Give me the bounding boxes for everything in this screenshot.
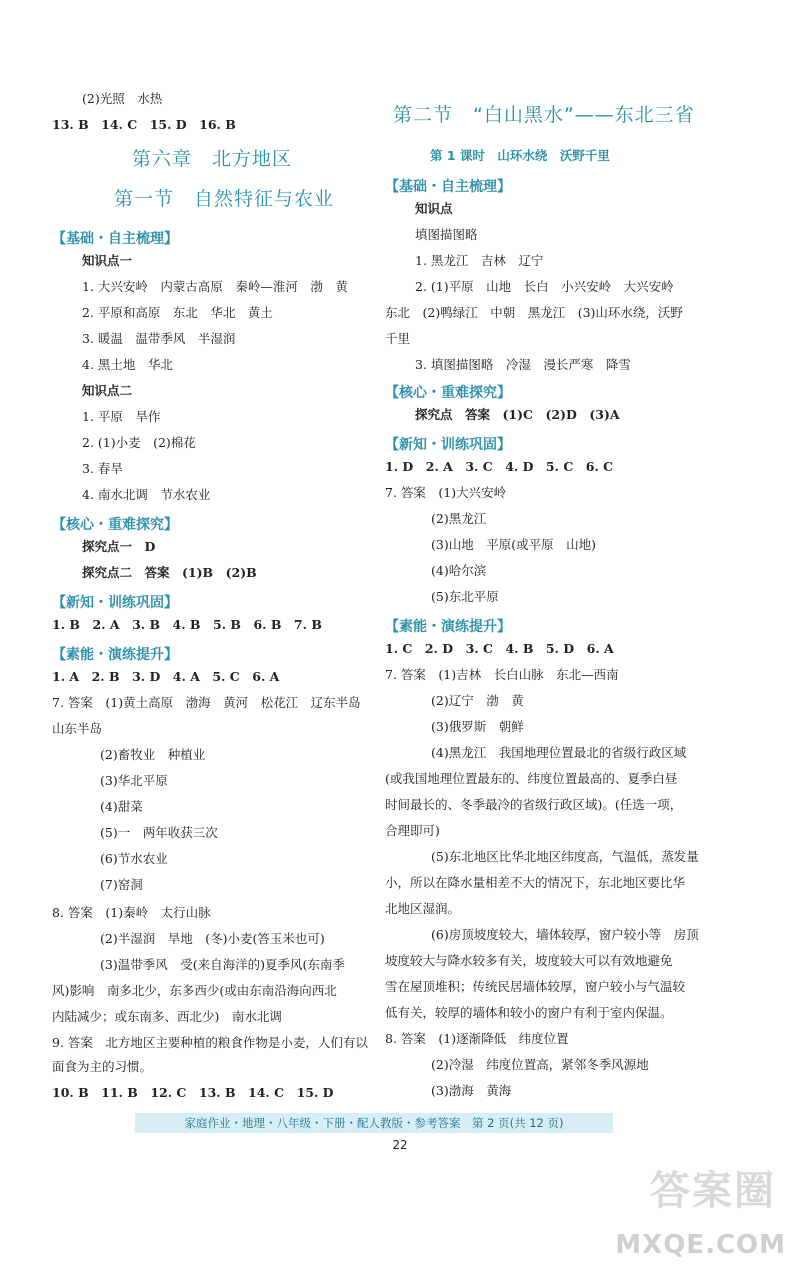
answer-line: 1. C 2. D 3. C 4. B 5. D 6. A (385, 641, 614, 656)
answer-line: (6)节水农业 (100, 851, 168, 866)
section-heading: 【新知・训练巩固】 (52, 595, 178, 611)
answer-line: 低有关，较厚的墙体和较小的窗户有利于室内保温。 (385, 1005, 673, 1020)
watermark-site: MXQE.COM (615, 1230, 786, 1260)
section-title: 第一节 自然特征与农业 (114, 188, 335, 210)
watermark-logo: 答案圈 (650, 1168, 776, 1214)
answer-line: 小，所以在降水量相差不大的情况下，东北地区要比华 (385, 875, 686, 890)
section-heading: 【核心・重难探究】 (385, 385, 511, 401)
answer-line: 1. 黑龙江 吉林 辽宁 (415, 253, 544, 268)
answer-line: 探究点二 答案 (1)B (2)B (82, 565, 257, 580)
section-title: 第二节 “白山黑水”——东北三省 (393, 104, 695, 126)
answer-line: 探究点 答案 (1)C (2)D (3)A (415, 407, 620, 422)
answer-line: 4. 黑土地 华北 (82, 357, 173, 372)
answer-line: 10. B 11. B 12. C 13. B 14. C 15. D (52, 1085, 334, 1100)
section-heading: 【基础・自主梳理】 (52, 231, 178, 247)
answer-line: 4. 南水北调 节水农业 (82, 487, 211, 502)
answer-line: 北地区湿润。 (385, 901, 461, 916)
section-heading: 【基础・自主梳理】 (385, 179, 511, 195)
answer-line: (2)半湿润 旱地 (冬)小麦(答玉米也可) (100, 931, 325, 946)
answer-line: 9. 答案 北方地区主要种植的粮食作物是小麦，人们有以 (52, 1035, 368, 1050)
answer-line: 13. B 14. C 15. D 16. B (52, 117, 236, 132)
section-heading: 【新知・训练巩固】 (385, 437, 511, 453)
answer-line: 风)影响 南多北少，东多西少(或由东南沿海向西北 (52, 983, 337, 998)
answer-line: (2)冷湿 纬度位置高，紧邻冬季风源地 (431, 1057, 649, 1072)
answer-line: 2. 平原和高原 东北 华北 黄土 (82, 305, 273, 320)
answer-line: 1. B 2. A 3. B 4. B 5. B 6. B 7. B (52, 617, 322, 632)
answer-line: 东北 (2)鸭绿江 中朝 黑龙江 (3)山环水绕，沃野 (385, 305, 683, 320)
answer-line: 时间最长的、冬季最冷的省级行政区域)。(任选一项， (385, 797, 683, 812)
answer-line: 7. 答案 (1)黄土高原 渤海 黄河 松花江 辽东半岛 (52, 695, 361, 710)
answer-line: (4)甜菜 (100, 799, 143, 814)
answer-line: (3)山地 平原(或平原 山地) (431, 537, 596, 552)
knowledge-point: 知识点一 (82, 253, 133, 268)
answer-line: 3. 春旱 (82, 461, 123, 476)
knowledge-point: 知识点二 (82, 383, 133, 398)
answer-line: 千里 (385, 331, 411, 346)
page-number: 22 (392, 1138, 408, 1152)
answer-line: 8. 答案 (1)秦岭 太行山脉 (52, 905, 211, 920)
section-heading: 【核心・重难探究】 (52, 517, 178, 533)
page-footer: 家庭作业・地理・八年级・下册・配人教版・参考答案 第 2 页(共 12 页) (135, 1113, 613, 1133)
answer-line: (5)东北地区比华北地区纬度高，气温低，蒸发量 (431, 849, 699, 864)
answer-line: (4)哈尔滨 (431, 563, 487, 578)
answer-line: 3. 填图描图略 冷湿 漫长严寒 降雪 (415, 357, 631, 372)
section-heading: 【素能・演练提升】 (52, 647, 178, 663)
chapter-title: 第六章 北方地区 (132, 148, 293, 170)
answer-line: 1. 大兴安岭 内蒙古高原 秦岭—淮河 渤 黄 (82, 279, 348, 294)
answer-line: 雪在屋顶堆积；传统民居墙体较厚，窗户较小与气温较 (385, 979, 686, 994)
answer-line: 面食为主的习惯。 (52, 1059, 153, 1074)
answer-line: (5)一 两年收获三次 (100, 825, 218, 840)
answer-line: (2)黑龙江 (431, 511, 487, 526)
answer-line: (2)光照 水热 (82, 91, 163, 106)
answer-line: 探究点一 D (82, 539, 156, 554)
answer-line: (3)华北平原 (100, 773, 168, 788)
answer-line: (2)畜牧业 种植业 (100, 747, 206, 762)
answer-line: 1. A 2. B 3. D 4. A 5. C 6. A (52, 669, 280, 684)
answer-line: (6)房顶坡度较大，墙体较厚，窗户较小等 房顶 (431, 927, 699, 942)
answer-line: 合理即可) (385, 823, 440, 838)
answer-line: 山东半岛 (52, 721, 103, 736)
answer-line: 填图描图略 (415, 227, 478, 242)
answer-line: 7. 答案 (1)吉林 长白山脉 东北—西南 (385, 667, 619, 682)
knowledge-point: 知识点 (415, 201, 453, 216)
answer-line: (3)温带季风 受(来自海洋的)夏季风(东南季 (100, 957, 345, 972)
answer-line: 2. (1)平原 山地 长白 小兴安岭 大兴安岭 (415, 279, 674, 294)
answer-line: (5)东北平原 (431, 589, 499, 604)
answer-line: (3)俄罗斯 朝鲜 (431, 719, 524, 734)
answer-line: 8. 答案 (1)逐渐降低 纬度位置 (385, 1031, 569, 1046)
section-heading: 【素能・演练提升】 (385, 619, 511, 635)
answer-line: 1. 平原 旱作 (82, 409, 161, 424)
answer-line: 7. 答案 (1)大兴安岭 (385, 485, 507, 500)
answer-line: (3)渤海 黄海 (431, 1083, 512, 1098)
answer-line: 内陆减少；或东南多、西北少) 南水北调 (52, 1009, 282, 1024)
answer-line: (7)窑洞 (100, 877, 143, 892)
answer-line: (2)辽宁 渤 黄 (431, 693, 524, 708)
answer-line: (4)黑龙江 我国地理位置最北的省级行政区域 (431, 745, 687, 760)
answer-line: 3. 暖温 温带季风 半湿润 (82, 331, 236, 346)
answer-line: 坡度较大与降水较多有关，坡度较大可以有效地避免 (385, 953, 673, 968)
answer-line: 2. (1)小麦 (2)棉花 (82, 435, 196, 450)
lesson-title: 第 1 课时 山环水绕 沃野千里 (430, 148, 610, 163)
answer-line: 1. D 2. A 3. C 4. D 5. C 6. C (385, 459, 614, 474)
answer-line: (或我国地理位置最东的、纬度位置最高的、夏季白昼 (385, 771, 678, 786)
